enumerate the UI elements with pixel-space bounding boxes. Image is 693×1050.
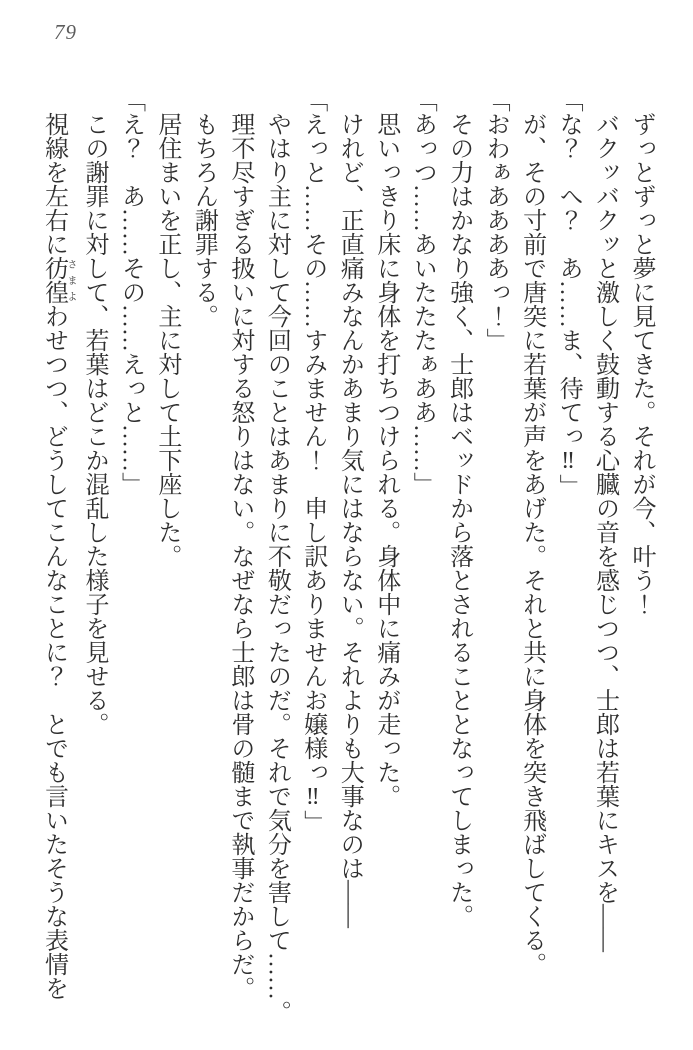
vertical-text-block — [35, 88, 659, 1028]
dialogue-paragraph: 「え？ あ……その……えっと……」 — [117, 88, 144, 496]
narration-paragraph: やはり主に対して今回のことはあまりに不敬だったのだ。それで気分を害して……。 — [263, 112, 290, 1024]
narration-paragraph: この謝罪に対して、若葉はどこか混乱した様子を見せる。 — [80, 112, 107, 736]
narration-paragraph: 思いっきり床に身体を打ちつけられる。身体中に痛みが走った。 — [372, 112, 399, 808]
narration-paragraph: ずっとずっと夢に見てきた。それが今、叶う！ — [628, 112, 654, 616]
dialogue-paragraph: 「おわぁああああっ！」 — [482, 88, 509, 352]
dialogue-paragraph: 「えっと……その……すみません！ 申し訳ありませんお嬢様っ‼」 — [299, 88, 326, 834]
ruby-annotated-word: 彷徨さまよ — [40, 256, 76, 304]
narration-paragraph: バクッバクッと激しく鼓動する心臓の音を感じつつ、士郎は若葉にキスを—— — [591, 112, 618, 952]
narration-paragraph: もちろん謝罪する。 — [190, 112, 217, 328]
page-number: 79 — [54, 20, 77, 44]
narration-paragraph: 居住まいを正し、主に対して土下座した。 — [153, 112, 180, 568]
narration-paragraph: その力はかなり強く、士郎はベッドから落とされることとなってしまった。 — [445, 112, 472, 928]
narration-paragraph: 視線を左右に彷徨さまよわせつつ、どうしてこんなことに？ とでも言いたそうな表情を — [40, 112, 76, 1000]
dialogue-paragraph: 「あっつ……あいたたたぁああ……」 — [409, 88, 436, 496]
narration-paragraph: が、その寸前で唐突に若葉が声をあげた。それと共に身体を突き飛ばしてくる。 — [518, 112, 545, 976]
narration-paragraph: けれど、正直痛みなんかあまり気にはならない。それよりも大事なのは—— — [336, 112, 363, 928]
narration-paragraph: 理不尽すぎる扱いに対する怒りはない。なぜなら士郎は骨の髄まで執事だからだ。 — [226, 112, 253, 1000]
dialogue-paragraph: 「な？ へ？ あ……ま、待てっ‼」 — [555, 88, 582, 498]
